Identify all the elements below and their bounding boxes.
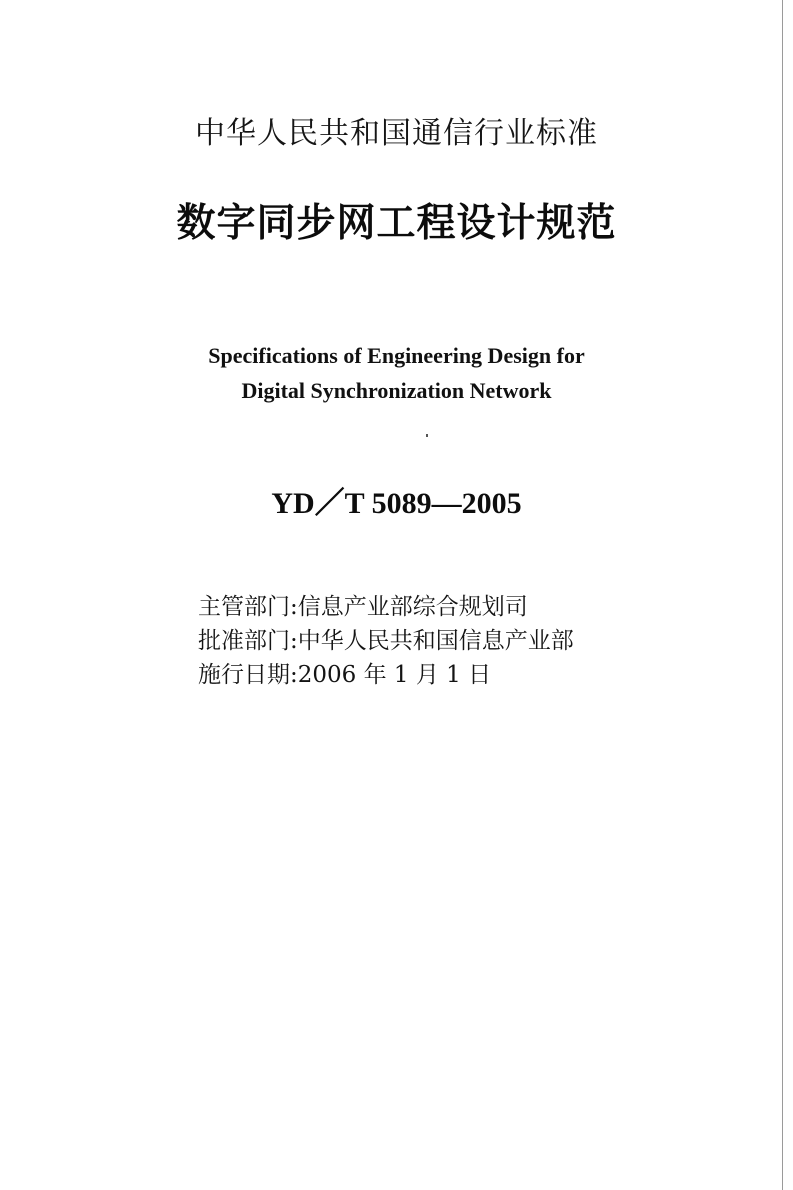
meta-value: 2006 年 1 月 1 日 bbox=[297, 662, 492, 688]
meta-value: 中华人民共和国信息产业部 bbox=[297, 628, 574, 654]
standard-code: YD／T 5089—2005 bbox=[271, 487, 522, 520]
meta-value: 信息产业部综合规划司 bbox=[297, 594, 528, 620]
title-english-line-1: Specifications of Engineering Design for bbox=[208, 343, 585, 368]
meta-label: 批准部门: bbox=[198, 628, 298, 654]
meta-row-department bbox=[198, 590, 574, 624]
meta-row-effective-date bbox=[198, 658, 574, 692]
meta-block bbox=[198, 590, 574, 692]
standard-category: 中华人民共和国通信行业标准 bbox=[195, 116, 598, 151]
page-edge-line bbox=[782, 0, 783, 1190]
title-english-line-2: Digital Synchronization Network bbox=[241, 378, 552, 403]
title-english bbox=[0, 338, 793, 408]
scan-dot bbox=[426, 434, 428, 437]
title-chinese: 数字同步网工程设计规范 bbox=[176, 201, 617, 246]
meta-row-approval bbox=[198, 624, 574, 658]
meta-label: 主管部门: bbox=[198, 594, 298, 620]
meta-label: 施行日期: bbox=[198, 662, 298, 688]
